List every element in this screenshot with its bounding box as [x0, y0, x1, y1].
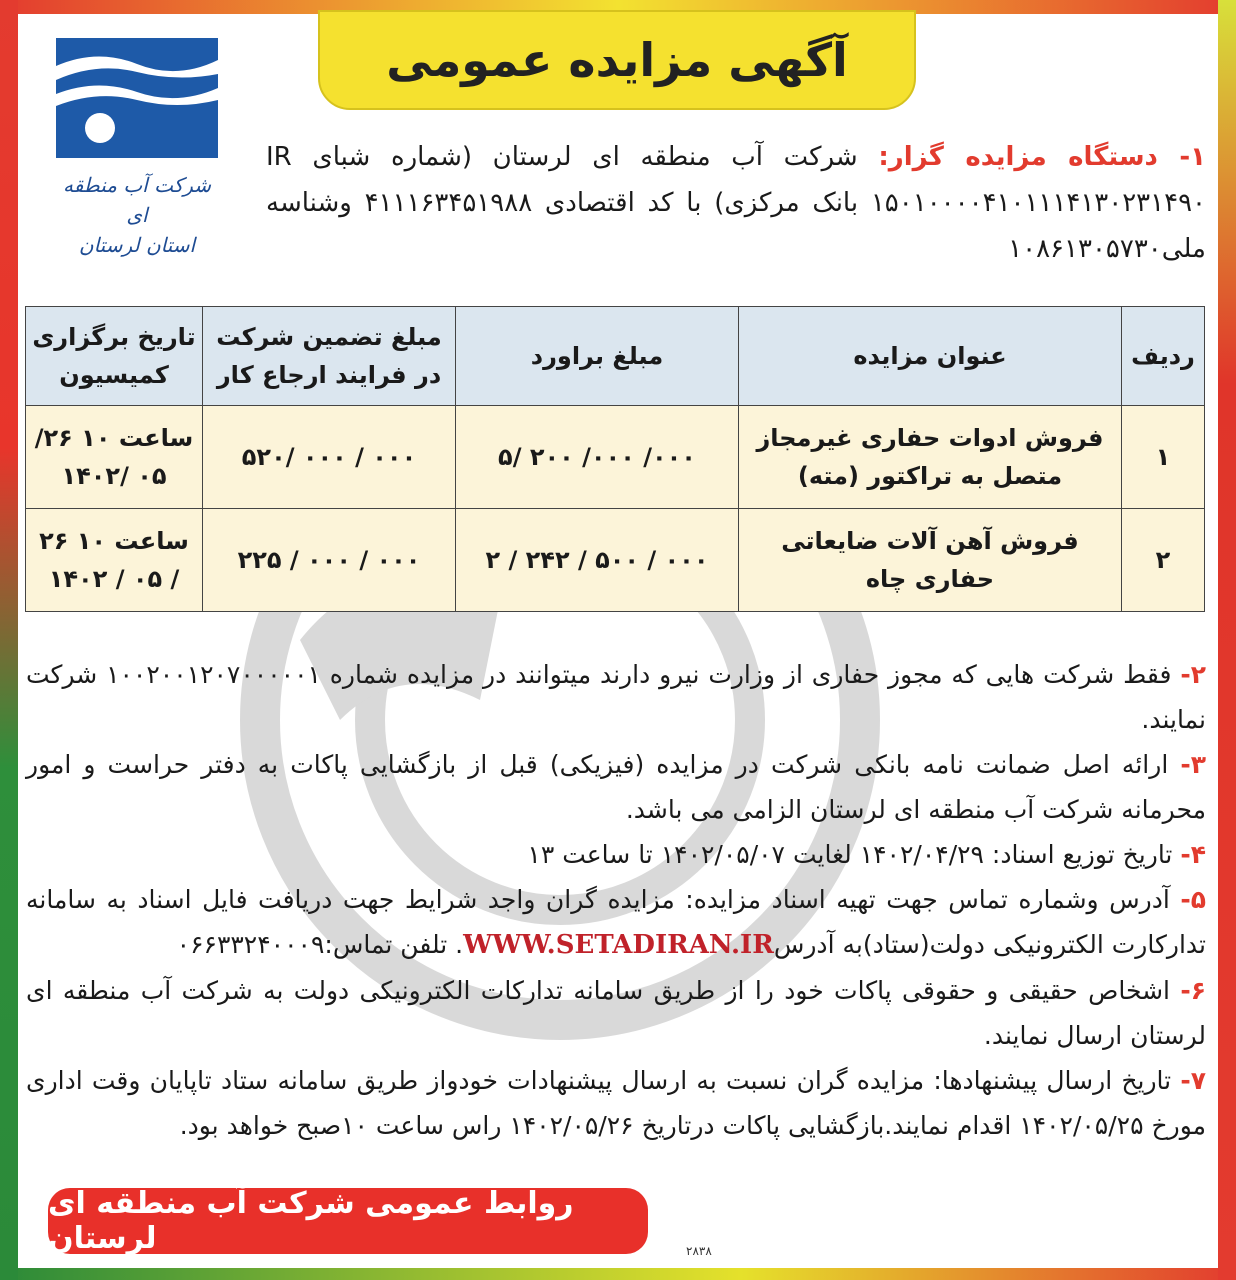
item-3-text: ارائه اصل ضمانت نامه بانکی شرکت در مزایده (فیزیکی) قبل از بازگشایی پاکات به دفتر حراست و امور محرمانه شرکت آب منطقه ای لرستان الزامی می باشد.	[26, 750, 1206, 824]
item-5-text-b: . تلفن تماس:۰۶۶۳۳۲۴۰۰۰۹	[176, 930, 464, 959]
item-2	[26, 652, 1206, 742]
cell-estimate: ۰۰۰ / ۵۰۰ / ۲۴۲ / ۲	[456, 509, 739, 612]
table-header-row	[26, 307, 1205, 406]
cell-date: ساعت ۱۰ ۲۶/ ۰۵ /۱۴۰۲	[26, 406, 203, 509]
ad-code: ۲۸۳۸	[686, 1244, 712, 1258]
cell-row-number: ۱	[1122, 406, 1205, 509]
cell-row-number: ۲	[1122, 509, 1205, 612]
item-7-text: تاریخ ارسال پیشنهادها: مزایده گران نسبت به ارسال پیشنهادات خودواز طریق سامانه ستاد تاپایان وقت اداری مورخ ۱۴۰۲/۰۵/۲۵ اقدام نمایند.بازگشایی پاکات درتاریخ ۱۴۰۲/۰۵/۲۶ راس ساعت ۱۰صبح خواهد بود.	[26, 1066, 1206, 1140]
logo-caption-line2: استان لرستان	[78, 233, 196, 257]
item-5	[26, 877, 1206, 968]
item-3-number: ۳-	[1180, 750, 1206, 779]
table-row	[26, 509, 1205, 612]
signature-text: روابط عمومی شرکت آب منطقه ای لرستان	[48, 1186, 574, 1256]
item-5-text-a: آدرس وشماره تماس جهت تهیه اسناد مزایده: مزایده گران واجد شرایط جهت دریافت فایل اسناد به سامانه تدارکارت الکترونیکی دولت(ستاد)به آدرس	[26, 885, 1206, 959]
header-row-number: ردیف	[1122, 307, 1205, 406]
header-title: عنوان مزایده	[739, 307, 1122, 406]
item-6-number: ۶-	[1180, 976, 1206, 1005]
title-banner	[318, 10, 916, 110]
page-title: آگهی مزایده عمومی	[386, 33, 848, 87]
item-6	[26, 968, 1206, 1058]
border-bottom	[0, 1268, 1236, 1280]
cell-guarantee: ۰۰۰ / ۰۰۰ /۵۲۰	[203, 406, 456, 509]
border-right	[1218, 0, 1236, 1280]
border-left	[0, 0, 18, 1280]
header-date: تاریخ برگزاری کمیسیون	[26, 307, 203, 406]
cell-title: فروش ادوات حفاری غیرمجاز متصل به تراکتور (مته)	[739, 406, 1122, 509]
logo-caption-line1: شرکت آب منطقه ای	[62, 173, 212, 227]
logo-caption	[52, 170, 222, 260]
setadiran-link[interactable]: WWW.SETADIRAN.IR	[463, 930, 774, 960]
cell-title: فروش آهن آلات ضایعاتی حفاری چاه	[739, 509, 1122, 612]
auction-table	[25, 306, 1205, 612]
item-2-text: فقط شرکت هایی که مجوز حفاری از وزارت نیرو دارند میتوانند در مزایده شماره ۱۰۰۲۰۰۱۲۰۷۰۰۰۰۰۱ شرکت نمایند.	[26, 660, 1206, 734]
item-7-number: ۷-	[1180, 1066, 1206, 1095]
header-estimate: مبلغ براورد	[456, 307, 739, 406]
item-7	[26, 1058, 1206, 1148]
cell-date: ساعت ۱۰ ۲۶ / ۰۵ / ۱۴۰۲	[26, 509, 203, 612]
item-4	[26, 832, 1206, 877]
item-5-number: ۵-	[1180, 885, 1206, 914]
item-3	[26, 742, 1206, 832]
public-relations-banner	[48, 1188, 648, 1254]
table-row	[26, 406, 1205, 509]
header-guarantee: مبلغ تضمین شرکت در فرایند ارجاع کار	[203, 307, 456, 406]
item-4-number: ۴-	[1180, 840, 1206, 869]
section-auctioneer	[266, 134, 1206, 272]
cell-estimate: ۰۰۰/ ۰۰۰/ ۲۰۰ /۵	[456, 406, 739, 509]
item-6-text: اشخاص حقیقی و حقوقی پاکات خود را از طریق سامانه تدارکات الکترونیکی دولت به شرکت آب منطقه ای لرستان ارسال نمایند.	[26, 976, 1206, 1050]
section1-text: شرکت آب منطقه ای لرستان (شماره شبای IR ۱۵۰۱۰۰۰۰۴۱۰۱۱۱۴۱۳۰۲۳۱۴۹۰ بانک مرکزی) با کد اقتصادی ۴۱۱۱۶۳۴۵۱۹۸۸ وشناسه ملی۱۰۸۶۱۳۰۵۷۳۰	[266, 142, 1206, 264]
conditions-list	[26, 652, 1206, 1148]
section1-label: ۱- دستگاه مزایده گزار:	[878, 142, 1206, 172]
cell-guarantee: ۰۰۰ / ۰۰۰ / ۲۲۵	[203, 509, 456, 612]
item-2-number: ۲-	[1180, 660, 1207, 689]
item-4-text: تاریخ توزیع اسناد: ۱۴۰۲/۰۴/۲۹ لغایت ۱۴۰۲/۰۵/۰۷ تا ساعت ۱۳	[527, 840, 1173, 869]
